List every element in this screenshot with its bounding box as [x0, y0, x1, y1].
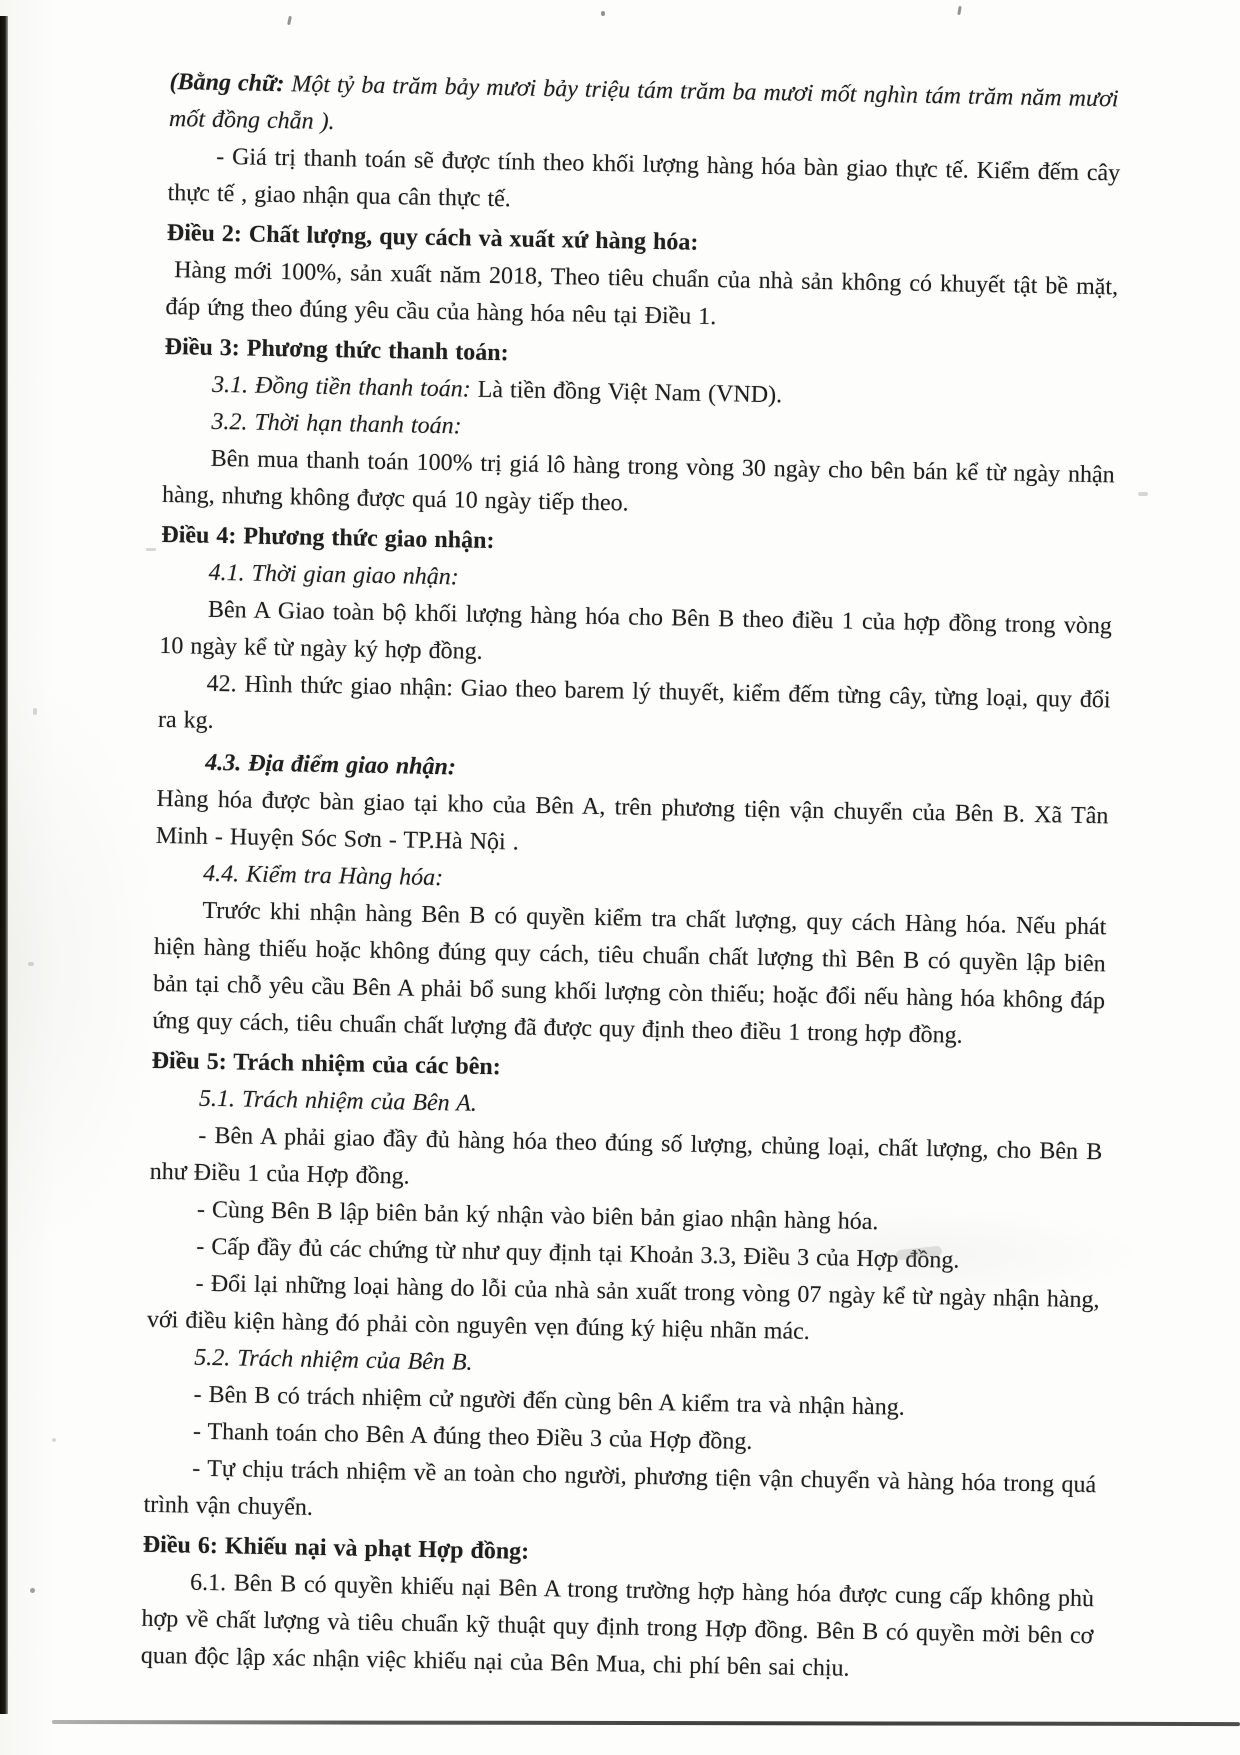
scan-speck: [1138, 492, 1148, 496]
clause-5-1-heading: 5.1. Trách nhiệm của Bên A.: [198, 1085, 478, 1117]
scan-speck: [601, 11, 605, 16]
clause-4-1-heading: 4.1. Thời gian giao nhận:: [208, 559, 460, 591]
clause-4-4-body: Trước khi nhận hàng Bên B có quyền kiểm tra chất lượng, quy cách Hàng hóa. Nếu phát hiện hàng thiếu hoặc không đúng quy cách, tiêu chuẩn chất lượng thì Bên B có quyền lập biên bản tại chỗ yêu cầu Bên A phải bổ sung khối lượng còn thiếu; hoặc đổi nếu hàng hóa không đáp ứng quy cách, tiêu chuẩn chất lượng đã được quy định theo điều 1 trong hợp đồng.: [152, 897, 1107, 1049]
clause-3-1-label: 3.1. Đồng tiền thanh toán:: [211, 371, 471, 403]
amount-in-words-value: Một tỷ ba trăm bảy mươi bảy triệu tám trăm ba mươi mốt nghìn tám trăm năm mươi mốt đồng chẵn ).: [168, 71, 1119, 136]
resp-a-item-3: - Cấp đầy đủ các chứng từ như quy định tại Khoản 3.3, Điều 3 của Hợp đồng.: [196, 1233, 960, 1274]
clause-6-1-body: 6.1. Bên B có quyền khiếu nại Bên A trong trường hợp hàng hóa được cung cấp không phù hợp về chất lượng và tiêu chuẩn kỹ thuật quy định trong Hợp đồng. Bên B có quyền mời bên cơ quan độc lập xác nhận việc khiếu nại của Bên Mua, chi phí bên sai chịu.: [140, 1569, 1095, 1682]
scan-speck: [30, 1588, 35, 1593]
contract-text-block: [140, 64, 1121, 1692]
clause-3-2-body: Bên mua thanh toán 100% trị giá lô hàng trong vòng 30 ngày cho bên bán kể từ ngày nhận hàng, nhưng không được quá 10 ngày tiếp theo.: [161, 445, 1115, 517]
resp-b-item-3: - Tự chịu trách nhiệm về an toàn cho người, phương tiện vận chuyển và hàng hóa trong quá trình vận chuyển.: [143, 1455, 1097, 1521]
resp-a-item-1: - Bên A phải giao đầy đủ hàng hóa theo đúng số lượng, chủng loại, chất lượng, cho Bên B như Điều 1 của Hợp đồng.: [149, 1122, 1103, 1190]
scan-speck: [287, 16, 292, 25]
scan-speck: [28, 962, 34, 966]
scan-artifact-bottom-rule: [52, 1720, 1240, 1726]
scan-artifact-left-bar: [0, 16, 8, 1714]
resp-a-item-2: - Cùng Bên B lập biên bản ký nhận vào biên bản giao nhận hàng hóa.: [196, 1196, 879, 1236]
scan-speck: [52, 1438, 56, 1442]
resp-b-item-1: - Bên B có trách nhiệm cử người đến cùng bên A kiểm tra và nhận hàng.: [193, 1381, 905, 1421]
article-5-heading: Điều 5: Trách nhiệm của các bên:: [151, 1047, 502, 1081]
resp-b-item-2: - Thanh toán cho Bên A đúng theo Điều 3 của Hợp đồng.: [192, 1418, 753, 1455]
clause-4-2-body: 42. Hình thức giao nhận: Giao theo barem lý thuyết, kiểm đếm từng cây, từng loại, quy đổi ra kg.: [157, 670, 1111, 734]
article-3-heading: Điều 3: Phương thức thanh toán:: [164, 333, 509, 367]
scan-speck: [146, 548, 156, 551]
resp-a-item-4: - Đổi lại những loại hàng do lỗi của nhà sản xuất trong vòng 07 ngày kể từ ngày nhận hàng, với điều kiện hàng đó phải còn nguyên vẹn đúng ký hiệu nhãn mác.: [146, 1270, 1100, 1345]
article-2-heading: Điều 2: Chất lượng, quy cách và xuất xứ hàng hóa:: [166, 219, 699, 256]
scan-speck: [33, 708, 37, 715]
clause-4-1-body: Bên A Giao toàn bộ khối lượng hàng hóa cho Bên B theo điều 1 của hợp đồng trong vòng 10 ngày kể từ ngày ký hợp đồng.: [159, 596, 1113, 665]
article-2-body: Hàng mới 100%, sản xuất năm 2018, Theo tiêu chuẩn của nhà sản không có khuyết tật bề mặt, đáp ứng theo đúng yêu cầu của hàng hóa nêu tại Điều 1.: [165, 257, 1119, 331]
article-4-heading: Điều 4: Phương thức giao nhận:: [161, 521, 495, 555]
payment-value-note: - Giá trị thanh toán sẽ được tính theo khối lượng hàng hóa bàn giao thực tế. Kiểm đếm cây thực tế , giao nhận qua cân thực tế.: [167, 143, 1121, 213]
clause-5-2-heading: 5.2. Trách nhiệm của Bên B.: [194, 1344, 473, 1376]
clause-4-4-heading: 4.4. Kiểm tra Hàng hóa:: [202, 860, 444, 892]
clause-3-2-heading: 3.2. Thời hạn thanh toán:: [211, 408, 462, 440]
clause-4-3-heading: 4.3. Địa điểm giao nhận:: [204, 749, 457, 781]
clause-3-1-value: Là tiền đồng Việt Nam (VND).: [470, 376, 783, 409]
scan-speck: [957, 6, 962, 15]
clause-4-3-body: Hàng hóa được bàn giao tại kho của Bên A, trên phương tiện vận chuyển của Bên B. Xã Tân Minh - Huyện Sóc Sơn - TP.Hà Nội .: [155, 785, 1109, 856]
article-6-heading: Điều 6: Khiếu nại và phạt Hợp đồng:: [142, 1531, 530, 1565]
amount-in-words-label: (Bằng chữ:: [169, 68, 285, 98]
